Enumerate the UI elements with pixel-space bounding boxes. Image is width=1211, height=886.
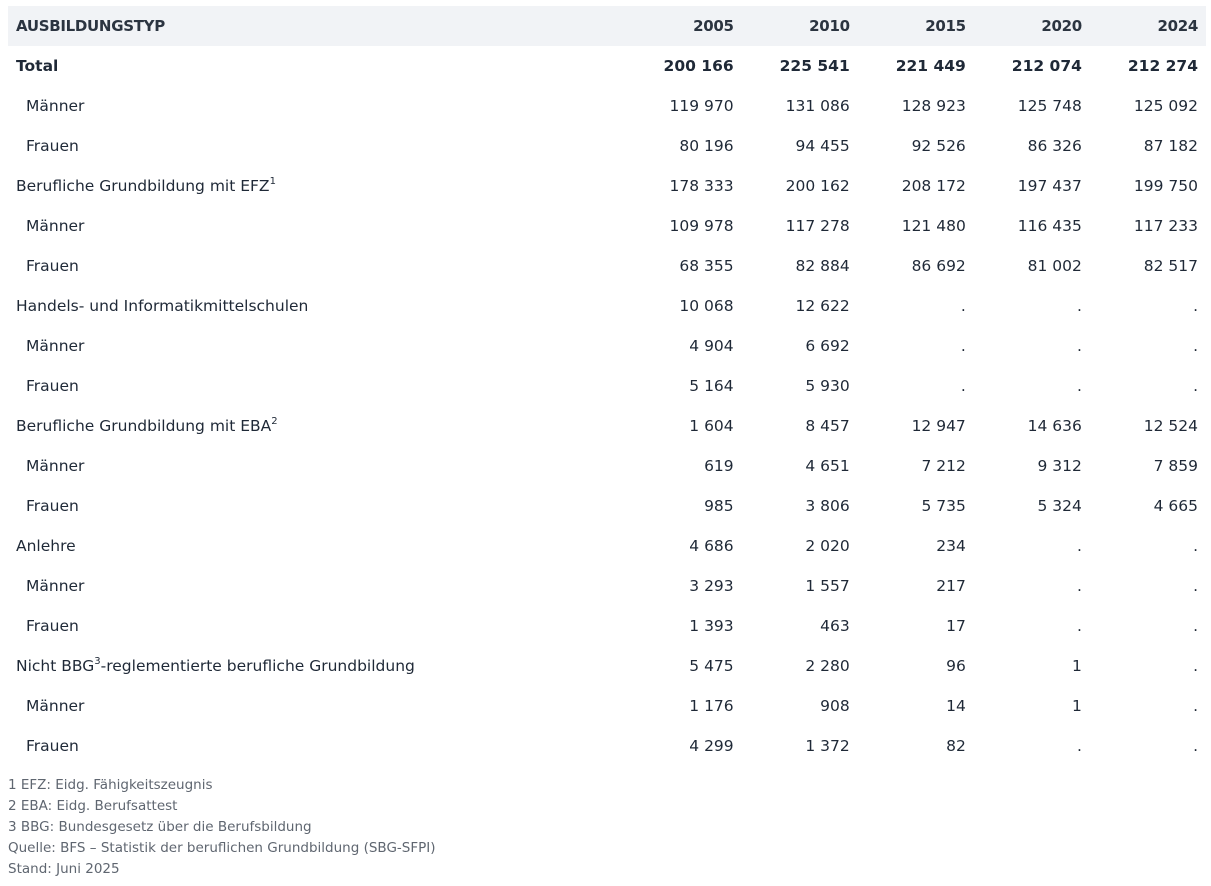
table-row-subcategory	[8, 446, 1206, 486]
table-row-category	[8, 406, 1206, 446]
cell-value-2010: 82 884	[795, 257, 850, 275]
cell-value-2005: 119 970	[669, 97, 734, 115]
cell-value-2005: 80 196	[679, 137, 734, 155]
cell-value-2005: 178 333	[669, 177, 734, 195]
cell-value-2024: 7 859	[1153, 457, 1198, 475]
table-row-subcategory	[8, 206, 1206, 246]
row-label-text: Frauen	[26, 377, 79, 395]
row-label	[8, 686, 626, 726]
footnote-efz: 1 EFZ: Eidg. Fähigkeitszeugnis	[8, 777, 213, 793]
table-body	[8, 46, 1206, 766]
row-label	[8, 406, 626, 446]
row-label	[8, 246, 626, 286]
cell-value-2020: 5 324	[1037, 497, 1082, 515]
row-label-text: Männer	[26, 457, 85, 475]
cell-value-2024: .	[1193, 697, 1198, 715]
cell-value-2015: 128 923	[901, 97, 966, 115]
table-row-category	[8, 646, 1206, 686]
cell-value-2020: 81 002	[1027, 257, 1082, 275]
table-row-subcategory	[8, 126, 1206, 166]
cell-value-2015: 82	[946, 737, 966, 755]
cell-value-2015: 217	[936, 577, 966, 595]
table-row-subcategory	[8, 566, 1206, 606]
cell-value-2010: 8 457	[805, 417, 850, 435]
cell-value-2020: .	[1076, 537, 1082, 555]
cell-value-2010: 200 162	[785, 177, 850, 195]
column-header-year: 2015	[925, 17, 966, 35]
row-label-text: Frauen	[26, 617, 79, 635]
cell-value-2020: .	[1076, 577, 1082, 595]
footnote-reference: 1	[269, 175, 276, 187]
cell-value-2015: 221 449	[895, 57, 966, 75]
cell-value-2010: 908	[820, 697, 850, 715]
cell-value-2020: 86 326	[1027, 137, 1082, 155]
cell-value-2010: 6 692	[805, 337, 850, 355]
row-label-text: Frauen	[26, 257, 79, 275]
row-label-text: Berufliche Grundbildung mit EFZ	[16, 177, 270, 195]
cell-value-2015: 92 526	[911, 137, 966, 155]
row-label	[8, 526, 626, 566]
cell-value-2020: .	[1076, 617, 1082, 635]
table-row-subcategory	[8, 486, 1206, 526]
row-label	[8, 646, 626, 686]
cell-value-2024: .	[1193, 297, 1198, 315]
row-label-text: Nicht BBG	[16, 657, 95, 675]
row-label	[8, 286, 626, 326]
cell-value-2015: .	[960, 377, 966, 395]
footnote-eba: 2 EBA: Eidg. Berufsattest	[8, 798, 178, 814]
row-label	[8, 86, 626, 126]
row-label-text: Handels- und Informatikmittelschulen	[16, 297, 309, 315]
column-header-year: 2024	[1157, 17, 1198, 35]
cell-value-2015: .	[960, 337, 966, 355]
cell-value-2010: 131 086	[785, 97, 850, 115]
table-row-subcategory	[8, 86, 1206, 126]
row-label	[8, 566, 626, 606]
cell-value-2010: 12 622	[795, 297, 850, 315]
cell-value-2024: 117 233	[1133, 217, 1198, 235]
table-row-category	[8, 526, 1206, 566]
table-row-subcategory	[8, 686, 1206, 726]
row-label-text: Total	[16, 57, 59, 75]
row-label	[8, 606, 626, 646]
cell-value-2024: .	[1193, 337, 1198, 355]
cell-value-2020: .	[1076, 297, 1082, 315]
cell-value-2010: 94 455	[795, 137, 850, 155]
cell-value-2010: 1 557	[805, 577, 850, 595]
cell-value-2015: 234	[936, 537, 966, 555]
cell-value-2024: 87 182	[1143, 137, 1198, 155]
row-label	[8, 166, 626, 206]
table-row-category	[8, 286, 1206, 326]
cell-value-2005: 5 475	[689, 657, 734, 675]
cell-value-2015: 12 947	[911, 417, 966, 435]
footnote-bbg: 3 BBG: Bundesgesetz über die Berufsbildung	[8, 819, 312, 835]
cell-value-2024: 82 517	[1143, 257, 1198, 275]
column-header-training-type: AUSBILDUNGSTYP	[16, 17, 165, 35]
row-label-suffix: -reglementierte berufliche Grundbildung	[100, 657, 415, 675]
cell-value-2020: .	[1076, 737, 1082, 755]
cell-value-2010: 3 806	[805, 497, 850, 515]
column-header-year: 2020	[1041, 17, 1082, 35]
cell-value-2020: 14 636	[1027, 417, 1082, 435]
row-label	[8, 486, 626, 526]
cell-value-2015: 17	[946, 617, 966, 635]
row-label	[8, 366, 626, 406]
cell-value-2010: 225 541	[779, 57, 850, 75]
cell-value-2024: 212 274	[1127, 57, 1198, 75]
cell-value-2020: 116 435	[1017, 217, 1082, 235]
cell-value-2024: 125 092	[1133, 97, 1198, 115]
cell-value-2005: 10 068	[679, 297, 734, 315]
cell-value-2020: .	[1076, 377, 1082, 395]
table-row-subcategory	[8, 606, 1206, 646]
row-label-text: Frauen	[26, 137, 79, 155]
cell-value-2020: 197 437	[1017, 177, 1082, 195]
row-label	[8, 326, 626, 366]
row-label-text: Männer	[26, 697, 85, 715]
cell-value-2015: .	[960, 297, 966, 315]
row-label-text: Anlehre	[16, 537, 76, 555]
cell-value-2024: .	[1193, 617, 1198, 635]
cell-value-2024: 199 750	[1133, 177, 1198, 195]
cell-value-2020: .	[1076, 337, 1082, 355]
table-row-subcategory	[8, 246, 1206, 286]
cell-value-2015: 86 692	[911, 257, 966, 275]
table-row-subcategory	[8, 326, 1206, 366]
row-label	[8, 206, 626, 246]
status-date-note: Stand: Juni 2025	[8, 861, 120, 877]
cell-value-2024: .	[1193, 737, 1198, 755]
cell-value-2015: 7 212	[921, 457, 966, 475]
cell-value-2020: 212 074	[1011, 57, 1082, 75]
cell-value-2005: 4 904	[689, 337, 734, 355]
cell-value-2024: 4 665	[1153, 497, 1198, 515]
row-label	[8, 446, 626, 486]
footnote-reference: 3	[94, 655, 101, 667]
vocational-training-table	[8, 6, 1206, 766]
cell-value-2005: 1 176	[689, 697, 734, 715]
cell-value-2020: 125 748	[1017, 97, 1082, 115]
table-row-category	[8, 166, 1206, 206]
cell-value-2015: 121 480	[901, 217, 966, 235]
row-label-text: Frauen	[26, 737, 79, 755]
cell-value-2010: 117 278	[785, 217, 850, 235]
cell-value-2024: 12 524	[1143, 417, 1198, 435]
cell-value-2005: 1 393	[689, 617, 734, 635]
cell-value-2024: .	[1193, 537, 1198, 555]
cell-value-2020: 1	[1072, 657, 1082, 675]
cell-value-2005: 619	[704, 457, 734, 475]
cell-value-2024: .	[1193, 657, 1198, 675]
cell-value-2010: 2 020	[805, 537, 850, 555]
footnote-reference: 2	[271, 415, 278, 427]
cell-value-2015: 208 172	[901, 177, 966, 195]
cell-value-2010: 1 372	[805, 737, 850, 755]
row-label	[8, 46, 626, 86]
cell-value-2015: 14	[946, 697, 966, 715]
row-label-text: Männer	[26, 337, 85, 355]
row-label	[8, 126, 626, 166]
footnotes	[8, 775, 436, 880]
row-label-text: Frauen	[26, 497, 79, 515]
table-row-subcategory	[8, 726, 1206, 766]
row-label-text: Berufliche Grundbildung mit EBA	[16, 417, 272, 435]
cell-value-2005: 68 355	[679, 257, 734, 275]
cell-value-2015: 96	[946, 657, 966, 675]
row-label-text: Männer	[26, 577, 85, 595]
table-row-subcategory	[8, 366, 1206, 406]
cell-value-2024: .	[1193, 377, 1198, 395]
row-label-text: Männer	[26, 217, 85, 235]
cell-value-2015: 5 735	[921, 497, 966, 515]
cell-value-2005: 4 299	[689, 737, 734, 755]
cell-value-2005: 200 166	[663, 57, 734, 75]
cell-value-2005: 985	[704, 497, 734, 515]
cell-value-2010: 463	[820, 617, 850, 635]
row-label-text: Männer	[26, 97, 85, 115]
cell-value-2005: 5 164	[689, 377, 734, 395]
cell-value-2020: 1	[1072, 697, 1082, 715]
data-table-container	[8, 6, 1206, 766]
cell-value-2005: 109 978	[669, 217, 734, 235]
cell-value-2010: 2 280	[805, 657, 850, 675]
row-label	[8, 726, 626, 766]
cell-value-2010: 5 930	[805, 377, 850, 395]
column-header-year: 2010	[809, 17, 850, 35]
table-header-row	[8, 6, 1206, 46]
column-header-year: 2005	[693, 17, 734, 35]
table-row-total	[8, 46, 1206, 86]
cell-value-2005: 3 293	[689, 577, 734, 595]
cell-value-2010: 4 651	[805, 457, 850, 475]
source-note: Quelle: BFS – Statistik der beruflichen Grundbildung (SBG-SFPI)	[8, 840, 436, 856]
cell-value-2024: .	[1193, 577, 1198, 595]
cell-value-2020: 9 312	[1037, 457, 1082, 475]
cell-value-2005: 1 604	[689, 417, 734, 435]
cell-value-2005: 4 686	[689, 537, 734, 555]
